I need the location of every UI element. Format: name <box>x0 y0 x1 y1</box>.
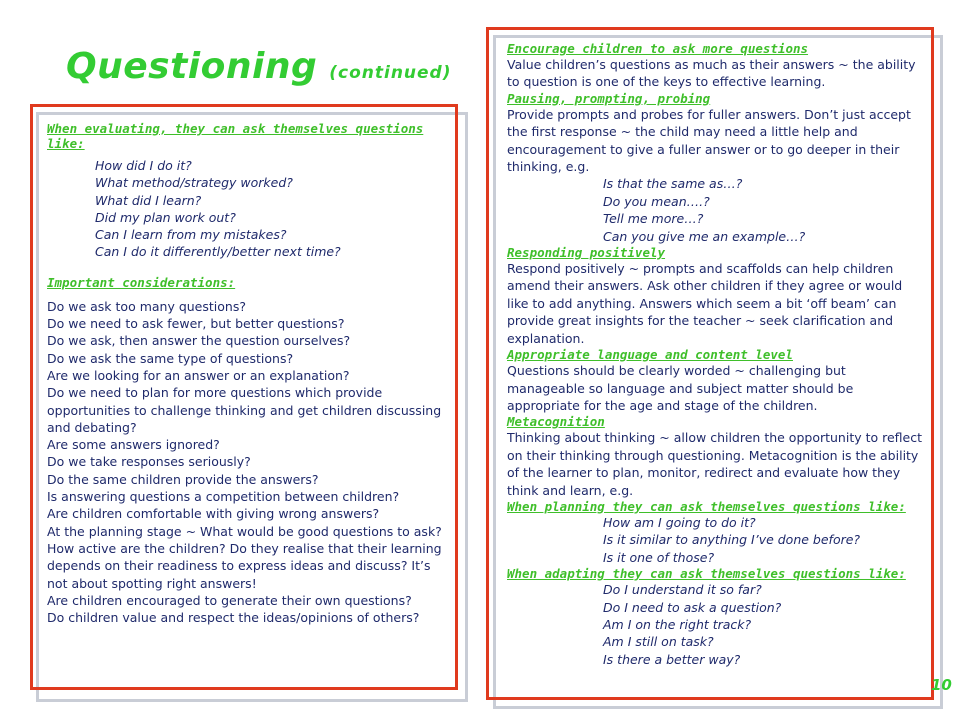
evaluating-question: What did I learn? <box>95 192 202 208</box>
section-text-responding: Respond positively ~ prompts and scaffolds can help children amend their answers. Ask other children if they agree or would like to add anything. Answers which seem a bit ‘off beam’ can provide great insights for the teacher ~ seek clarification and explanation. <box>507 261 903 346</box>
planning-question: Is it similar to anything I’ve done before? <box>603 532 861 548</box>
section-heading-responding: Responding positively <box>507 245 666 261</box>
consideration-item: At the planning stage ~ What would be good questions to ask? <box>47 523 442 539</box>
right-panel-content <box>507 41 927 668</box>
evaluating-question: How did I do it? <box>95 158 192 173</box>
section-heading-pausing: Pausing, prompting, probing <box>507 90 711 106</box>
section-heading-ask-more: Encourage children to ask more questions <box>507 41 809 56</box>
page-title <box>66 46 452 87</box>
considerations-heading: Important considerations: <box>47 274 236 290</box>
consideration-item: Are children encouraged to generate their own questions? <box>47 592 412 608</box>
section-text-language: Questions should be clearly worded ~ challenging but manageable so language and subject matter should be appropriate for the age and stage of the children. <box>507 363 854 413</box>
section-text-pausing: Provide prompts and probes for fuller answers. Don’t just accept the first response ~ the child may need a little help and encouragement to give a fuller answer or to go deeper in their thinking, e.g. <box>507 106 911 175</box>
adapting-question: Am I on the right track? <box>603 616 752 632</box>
title-main: Questioning <box>66 46 318 87</box>
prompt-example: Is that the same as…? <box>603 176 743 192</box>
evaluating-question: Did my plan work out? <box>95 209 236 225</box>
adapting-question: Do I need to ask a question? <box>603 599 782 615</box>
planning-question: How am I going to do it? <box>603 514 756 530</box>
consideration-item: Do we ask too many questions? <box>47 298 246 314</box>
page-number: 10 <box>931 676 952 694</box>
evaluating-question: Can I do it differently/better next time? <box>95 244 341 260</box>
prompt-example: Can you give me an example…? <box>603 228 806 244</box>
consideration-item: Are some answers ignored? <box>47 437 220 453</box>
consideration-item: Do we ask, then answer the question ourselves? <box>47 333 351 349</box>
section-heading-metacognition: Metacognition <box>507 414 605 430</box>
adapting-question: Is there a better way? <box>603 651 741 667</box>
consideration-item: Are we looking for an answer or an explanation? <box>47 367 350 383</box>
consideration-item: Do the same children provide the answers? <box>47 471 319 487</box>
consideration-item: Do children value and respect the ideas/opinions of others? <box>47 610 420 626</box>
evaluating-heading: When evaluating, they can ask themselves questions like: <box>47 121 424 151</box>
section-heading-adapting: When adapting they can ask themselves questions like: <box>507 566 906 582</box>
left-panel-content <box>47 121 442 626</box>
section-text-ask-more: Value children’s questions as much as their answers ~ the ability to question is one of the keys to effective learning. <box>507 57 916 90</box>
title-subtitle: (continued) <box>329 63 452 83</box>
prompt-example: Do you mean….? <box>603 193 710 209</box>
section-heading-planning: When planning they can ask themselves questions like: <box>507 498 906 514</box>
consideration-item: Do we take responses seriously? <box>47 454 251 470</box>
section-heading-language: Appropriate language and content level <box>507 347 793 363</box>
consideration-item: How active are the children? Do they realise that their learning depends on their readiness to express ideas and discuss? It’s not about spotting right answers! <box>47 540 442 591</box>
consideration-item: Do we need to ask fewer, but better questions? <box>47 316 345 332</box>
consideration-item: Are children comfortable with giving wrong answers? <box>47 506 380 522</box>
evaluating-question: What method/strategy worked? <box>95 175 293 191</box>
consideration-item: Do we need to plan for more questions which provide opportunities to challenge thinking and get children discussing and debating? <box>47 385 442 435</box>
section-text-metacognition: Thinking about thinking ~ allow children the opportunity to reflect on their thinking through questioning. Metacognition is the ability of the learner to plan, monitor, redirect and evaluate how they think and learn, e.g. <box>507 430 923 498</box>
evaluating-question: Can I learn from my mistakes? <box>95 227 287 243</box>
consideration-item: Is answering questions a competition between children? <box>47 489 400 505</box>
adapting-question: Am I still on task? <box>603 634 714 650</box>
consideration-item: Do we ask the same type of questions? <box>47 350 294 366</box>
planning-question: Is it one of those? <box>603 549 715 565</box>
adapting-question: Do I understand it so far? <box>603 582 762 598</box>
prompt-example: Tell me more…? <box>603 211 704 227</box>
